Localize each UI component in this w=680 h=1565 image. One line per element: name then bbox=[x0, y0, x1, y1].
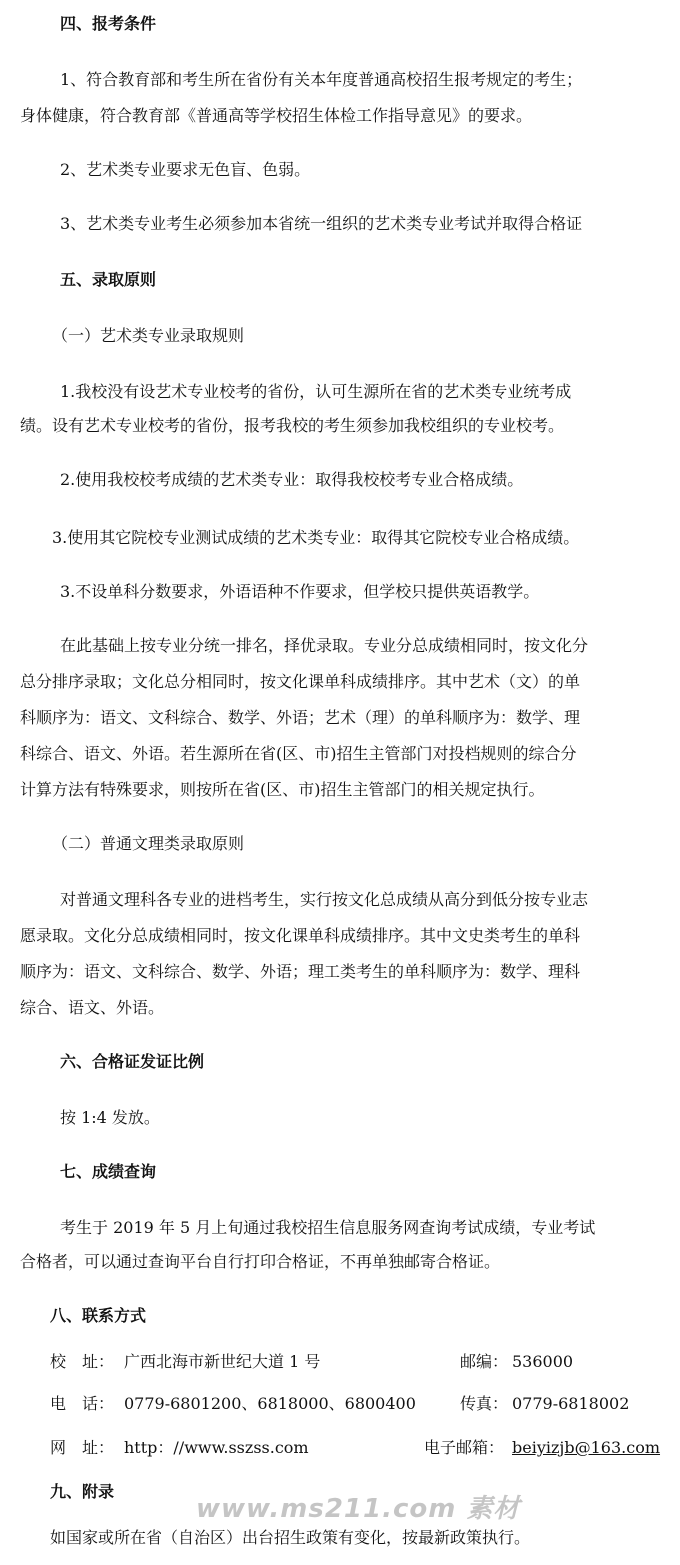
section-8-title: 八、联系方式 bbox=[50, 1306, 147, 1325]
s5-sub1: （一）艺术类专业录取规则 bbox=[52, 326, 245, 345]
address-label: 校 址： bbox=[50, 1352, 115, 1371]
address-value: 广西北海市新世纪大道 1 号 bbox=[124, 1352, 321, 1371]
s5-para-line5: 计算方法有特殊要求，则按所在省(区、市)招生主管部门的相关规定执行。 bbox=[20, 780, 545, 799]
zip-value: 536000 bbox=[512, 1352, 574, 1371]
s5-para-line1: 在此基础上按专业分统一排名，择优录取。专业分总成绩相同时，按文化分 bbox=[60, 636, 589, 655]
s5-p2-line2: 愿录取。文化分总成绩相同时，按文化课单科成绩排序。其中文史类考生的单科 bbox=[20, 926, 581, 945]
email-link[interactable]: beiyizjb@163.com bbox=[512, 1438, 661, 1457]
s4-p1-line2: 身体健康，符合教育部《普通高等学校招生体检工作指导意见》的要求。 bbox=[20, 106, 533, 125]
zip-label: 邮编： bbox=[460, 1352, 509, 1371]
s5-para-line3: 科顺序为：语文、文科综合、数学、外语；艺术（理）的单科顺序为：数学、理 bbox=[20, 708, 581, 727]
s5-r2: 2.使用我校校考成绩的艺术类专业：取得我校校考专业合格成绩。 bbox=[60, 470, 524, 489]
s5-r1-line2: 绩。设有艺术专业校考的省份，报考我校的考生须参加我校组织的专业校考。 bbox=[20, 416, 565, 435]
s7-line2: 合格者，可以通过查询平台自行打印合格证，不再单独邮寄合格证。 bbox=[20, 1252, 501, 1271]
s7-line1: 考生于 2019 年 5 月上旬通过我校招生信息服务网查询考试成绩，专业考试 bbox=[60, 1218, 596, 1237]
s4-p2: 2、艺术类专业要求无色盲、色弱。 bbox=[60, 160, 311, 179]
s5-p2-line3: 顺序为：语文、文科综合、数学、外语；理工类考生的单科顺序为：数学、理科 bbox=[20, 962, 581, 981]
s5-r4: 3.不设单科分数要求，外语语种不作要求，但学校只提供英语教学。 bbox=[60, 582, 540, 601]
s4-p1-line1: 1、符合教育部和考生所在省份有关本年度普通高校招生报考规定的考生； bbox=[60, 70, 583, 89]
s5-p2-line1: 对普通文理科各专业的进档考生，实行按文化总成绩从高分到低分按专业志 bbox=[60, 890, 589, 909]
s5-sub2: （二）普通文理类录取原则 bbox=[52, 834, 245, 853]
s5-r3: 3.使用其它院校专业测试成绩的艺术类专业：取得其它院校专业合格成绩。 bbox=[52, 528, 580, 547]
fax-label: 传真： bbox=[460, 1394, 509, 1413]
section-9-title: 九、附录 bbox=[50, 1482, 115, 1501]
section-7-title: 七、成绩查询 bbox=[60, 1162, 157, 1181]
s5-r1-line1: 1.我校没有设艺术专业校考的省份，认可生源所在省的艺术类专业统考成 bbox=[60, 382, 572, 401]
section-5-title: 五、录取原则 bbox=[60, 270, 157, 289]
watermark-text: www.ms211.com 素材 bbox=[196, 1494, 521, 1524]
s6-text: 按 1:4 发放。 bbox=[60, 1108, 160, 1127]
s4-p3: 3、艺术类专业考生必须参加本省统一组织的艺术类专业考试并取得合格证 bbox=[60, 214, 583, 233]
s9-text: 如国家或所在省（自治区）出台招生政策有变化，按最新政策执行。 bbox=[50, 1528, 531, 1547]
web-link[interactable]: http：//www.sszss.com bbox=[124, 1438, 309, 1457]
fax-value: 0779-6818002 bbox=[512, 1394, 630, 1413]
email-label: 电子邮箱： bbox=[424, 1438, 505, 1457]
section-6-title: 六、合格证发证比例 bbox=[60, 1052, 205, 1071]
section-4-title: 四、报考条件 bbox=[60, 14, 157, 33]
s5-para-line4: 科综合、语文、外语。若生源所在省(区、市)招生主管部门对投档规则的综合分 bbox=[20, 744, 577, 763]
web-label: 网 址： bbox=[50, 1438, 115, 1457]
tel-label: 电 话： bbox=[50, 1394, 115, 1413]
tel-value: 0779-6801200、6818000、6800400 bbox=[124, 1394, 416, 1413]
s5-p2-line4: 综合、语文、外语。 bbox=[20, 998, 165, 1017]
s5-para-line2: 总分排序录取；文化总分相同时，按文化课单科成绩排序。其中艺术（文）的单 bbox=[20, 672, 581, 691]
